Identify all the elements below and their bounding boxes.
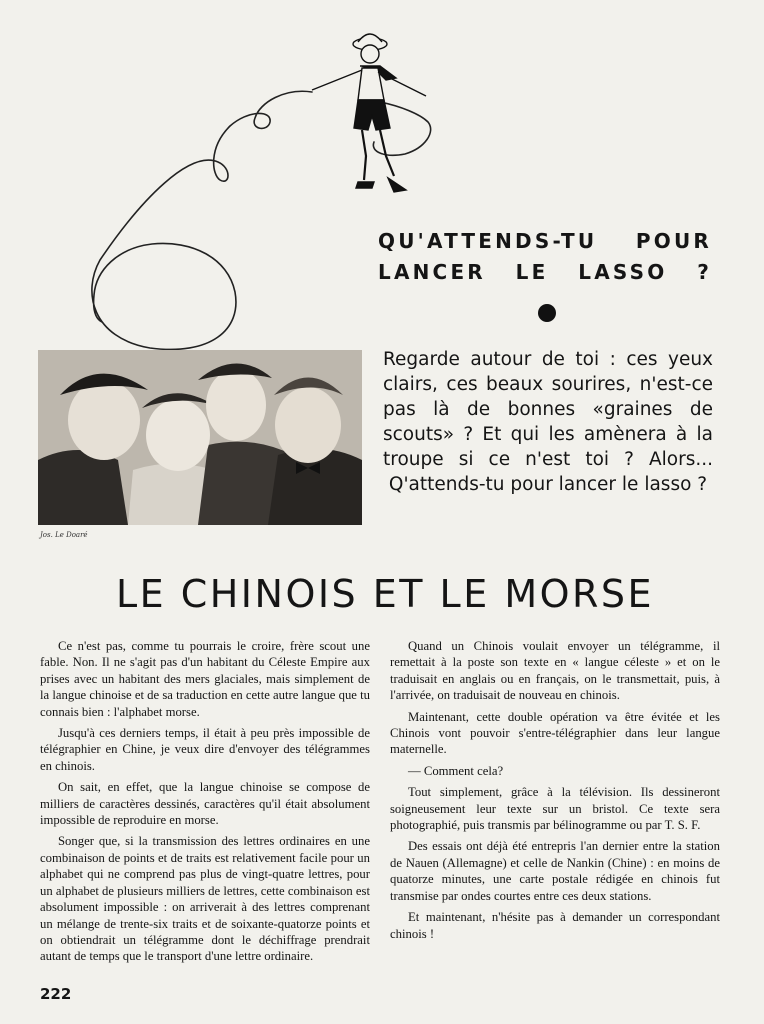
scout-figure	[312, 34, 426, 192]
article-paragraph: Des essais ont déjà été entrepris l'an dernier entre la station de Nauen (Allemagne) et celle de Nankin (Chine) : en moins de quatorze minutes, une carte postale rédigée en chinois fut transmise par ondes courtes entre ces deux stations.	[390, 839, 720, 903]
article-paragraph: Quand un Chinois voulait envoyer un télégramme, il remettait à la poste son texte en « langue céleste » et on le traduisait en anglais ou en français, on le transmettait, puis, à l'arrivée, on traduisait de nouveau en chinois.	[390, 639, 720, 703]
article-paragraph: Ce n'est pas, comme tu pourrais le croire, frère scout une fable. Non. Il ne s'agit pas d'un habitant du Céleste Empire aux prises avec un habitant des mers glaciales, mais simplement de la langue chinoise et de sa traduction en cette autre langue que tu connais bien : l'alphabet morse.	[40, 639, 370, 719]
article-paragraph: Maintenant, cette double opération va être évitée et les Chinois vont pouvoir s'entre-télégraphier dans leur langue maternelle.	[390, 709, 720, 757]
article-paragraph: — Comment cela?	[408, 763, 504, 778]
photo-credit: Jos. Le Doaré	[40, 531, 88, 539]
article-paragraph: Songer que, si la transmission des lettres ordinaires en une combinaison de points et de traits est relativement facile pour un alphabet qui ne comprend pas plus de vingt-quatre lettres, pour un alphabet de plusieurs milliers de lettres, cette combinaison est absolument impossible : on arriverait à des lettres comprenant un mélange de trente-six traits et de soixante-quatorze points et on obtiendrait un télégramme dont le déchiffrage prendrait autant de temps que le transport d'une lettre ordinaire.	[40, 834, 370, 964]
headline-line-1: QU'ATTENDS-TU POUR	[378, 229, 712, 253]
article-title: LE CHINOIS ET LE MORSE	[115, 572, 655, 616]
intro-paragraph: Regarde autour de toi : ces yeux clairs, ces beaux sourires, n'est-ce pas là de bonnes «graines de scouts» ? Et qui les amènera à la troupe si ce n'est toi ? Alors... Q'attends-tu pour lancer le lasso ?	[383, 349, 713, 495]
page-number: 222	[40, 985, 72, 1003]
article-column-left	[40, 638, 370, 970]
headline	[378, 226, 712, 288]
boys-photograph	[38, 350, 362, 525]
article-paragraph: On sait, en effet, que la langue chinoise se compose de milliers de caractères dessinés, caractères qu'il était absolument impossible de reproduire en morse.	[40, 780, 370, 828]
scout-lasso-illustration	[80, 30, 460, 360]
headline-line-2: LANCER LE LASSO ?	[378, 260, 712, 284]
article-paragraph: Tout simplement, grâce à la télévision. Ils dessineront soigneusement leur texte sur un bristol. Ce texte sera photographié, puis transmis par bélinogramme ou par T. S. F.	[390, 785, 720, 833]
article-paragraph: Et maintenant, n'hésite pas à demander un correspondant chinois !	[390, 910, 720, 941]
article-paragraph: Jusqu'à ces derniers temps, il était à peu près impossible de télégraphier en Chine, je veux dire d'envoyer des télégrammes en chinois.	[40, 726, 370, 773]
bullet-dot-icon	[538, 304, 556, 322]
article-column-right	[390, 638, 720, 947]
